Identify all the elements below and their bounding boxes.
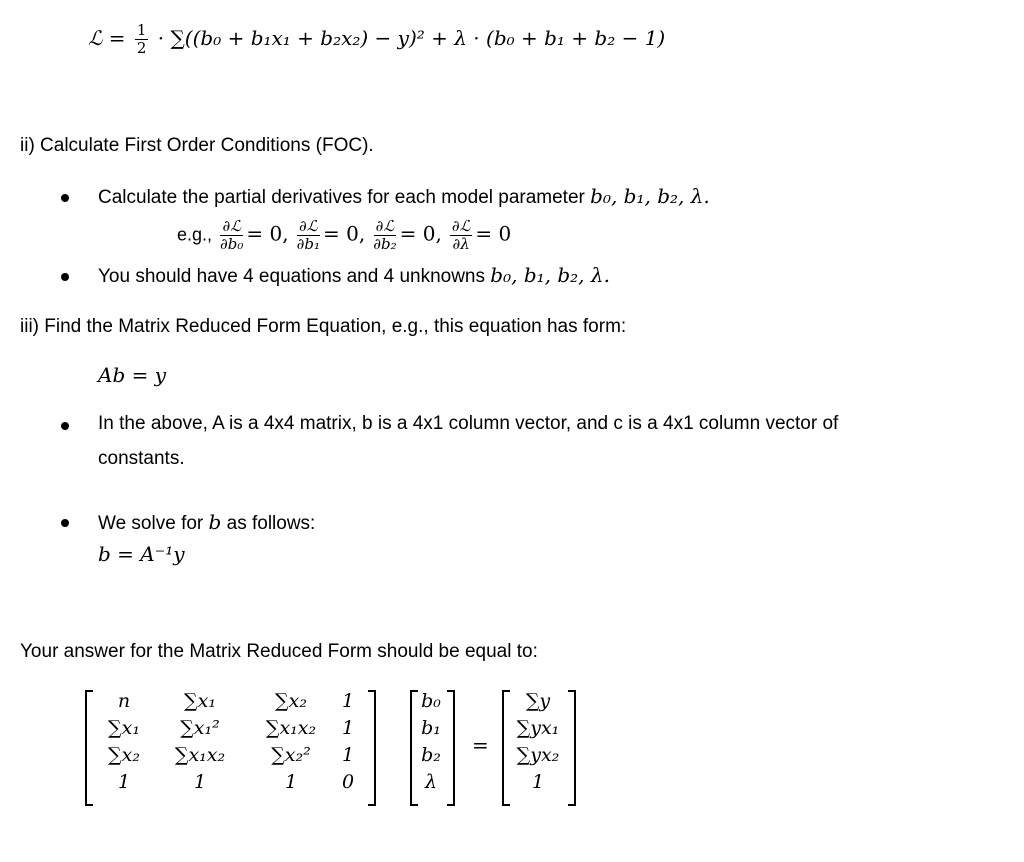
vector-cell: 1 bbox=[531, 771, 545, 793]
lagrangian-equation bbox=[88, 22, 665, 57]
derivative-examples bbox=[177, 218, 511, 253]
lagrangian-lhs: ℒ = bbox=[88, 26, 126, 50]
bullet-text: We solve for bbox=[98, 513, 204, 534]
bullet-icon bbox=[61, 194, 69, 202]
derivative-b0 bbox=[220, 218, 243, 253]
bullet-text: You should have 4 equations and 4 unknowns bbox=[98, 266, 485, 287]
vector-cell: ∑y bbox=[525, 690, 551, 712]
matrix-cell: 1 bbox=[284, 771, 298, 793]
matrix-cell: 1 bbox=[341, 744, 355, 766]
vector-cell: ∑yx₂ bbox=[516, 744, 560, 766]
matrix-cell: ∑x₁x₂ bbox=[265, 717, 317, 739]
parameters-math: b₀, b₁, b₂, λ. bbox=[490, 263, 610, 287]
section-3-heading: iii) Find the Matrix Reduced Form Equation, e.g., this equation has form: bbox=[20, 316, 627, 337]
fraction-numerator: ∂ℒ bbox=[375, 217, 395, 235]
lagrangian-rhs: · ∑((b₀ + b₁x₁ + b₂x₂) − y)² + λ · (b₀ + b₁ + b₂ − 1) bbox=[157, 26, 666, 50]
matrix-cell: ∑x₂² bbox=[271, 744, 311, 766]
foc-bullet-2 bbox=[98, 263, 610, 288]
fraction-numerator: ∂ℒ bbox=[299, 217, 318, 235]
equals-zero: = 0, bbox=[399, 221, 442, 246]
fraction-numerator: ∂ℒ bbox=[451, 217, 471, 235]
fraction-numerator: ∂ℒ bbox=[222, 217, 242, 235]
dimensions-text-line2: constants. bbox=[98, 448, 185, 469]
vector-cell: b₀ bbox=[421, 690, 441, 712]
vector-b bbox=[416, 688, 446, 796]
parameters-math: b₀, b₁, b₂, λ. bbox=[590, 184, 710, 208]
matrix-cell: 1 bbox=[117, 771, 131, 793]
matrix-a bbox=[93, 688, 359, 796]
answer-heading: Your answer for the Matrix Reduced Form should be equal to: bbox=[20, 641, 538, 662]
matrix-cell: ∑x₂ bbox=[108, 744, 140, 766]
bullet-icon bbox=[61, 422, 69, 430]
vector-y bbox=[507, 688, 569, 796]
matrix-form-equation: Ab = y bbox=[98, 363, 167, 387]
bullet-icon bbox=[61, 273, 69, 281]
equals-zero: = 0, bbox=[323, 221, 366, 246]
matrix-cell: 1 bbox=[341, 717, 355, 739]
solution-equation: b = A⁻¹y bbox=[98, 542, 185, 566]
fraction-denominator: ∂λ bbox=[452, 235, 470, 253]
eg-label: e.g., bbox=[177, 224, 213, 245]
bullet-text: Calculate the partial derivatives for each model parameter bbox=[98, 187, 585, 208]
left-bracket bbox=[85, 690, 93, 806]
section-2-heading: ii) Calculate First Order Conditions (FOC). bbox=[20, 135, 374, 156]
fraction-denominator: ∂b₂ bbox=[373, 235, 397, 253]
matrix-cell: ∑x₂ bbox=[275, 690, 307, 712]
equals-sign: = bbox=[472, 733, 489, 757]
vector-cell: λ bbox=[424, 771, 438, 793]
vector-cell: b₂ bbox=[421, 744, 441, 766]
matrix-cell: 1 bbox=[193, 771, 207, 793]
foc-bullet-1 bbox=[98, 184, 710, 209]
fraction-numerator: 1 bbox=[136, 21, 147, 39]
vector-cell: ∑yx₁ bbox=[516, 717, 560, 739]
matrix-cell: 1 bbox=[341, 690, 355, 712]
bullet-text-tail: as follows: bbox=[226, 513, 316, 534]
right-bracket bbox=[447, 690, 455, 806]
dimensions-text-line1: In the above, A is a 4x4 matrix, b is a 4x1 column vector, and c is a 4x1 column vector of bbox=[98, 413, 839, 434]
derivative-b1 bbox=[297, 218, 320, 253]
derivative-lambda bbox=[450, 218, 473, 253]
matrix-cell: ∑x₁² bbox=[180, 717, 220, 739]
matrix-cell: 0 bbox=[341, 771, 355, 793]
right-bracket bbox=[568, 690, 576, 806]
fraction-denominator: 2 bbox=[136, 39, 147, 57]
derivative-b2 bbox=[373, 218, 396, 253]
matrix-cell: ∑x₁ bbox=[108, 717, 140, 739]
equals-zero: = 0 bbox=[475, 221, 512, 246]
matrix-cell: n bbox=[117, 690, 131, 712]
half-fraction bbox=[135, 22, 149, 57]
fraction-denominator: ∂b₀ bbox=[220, 235, 244, 253]
matrix-cell: ∑x₁x₂ bbox=[174, 744, 226, 766]
matrix-cell: ∑x₁ bbox=[184, 690, 216, 712]
solve-bullet bbox=[98, 510, 315, 535]
equals-zero: = 0, bbox=[246, 221, 289, 246]
b-variable: b bbox=[208, 510, 222, 534]
fraction-denominator: ∂b₁ bbox=[296, 235, 321, 253]
vector-cell: b₁ bbox=[421, 717, 441, 739]
right-bracket bbox=[368, 690, 376, 806]
bullet-icon bbox=[61, 519, 69, 527]
